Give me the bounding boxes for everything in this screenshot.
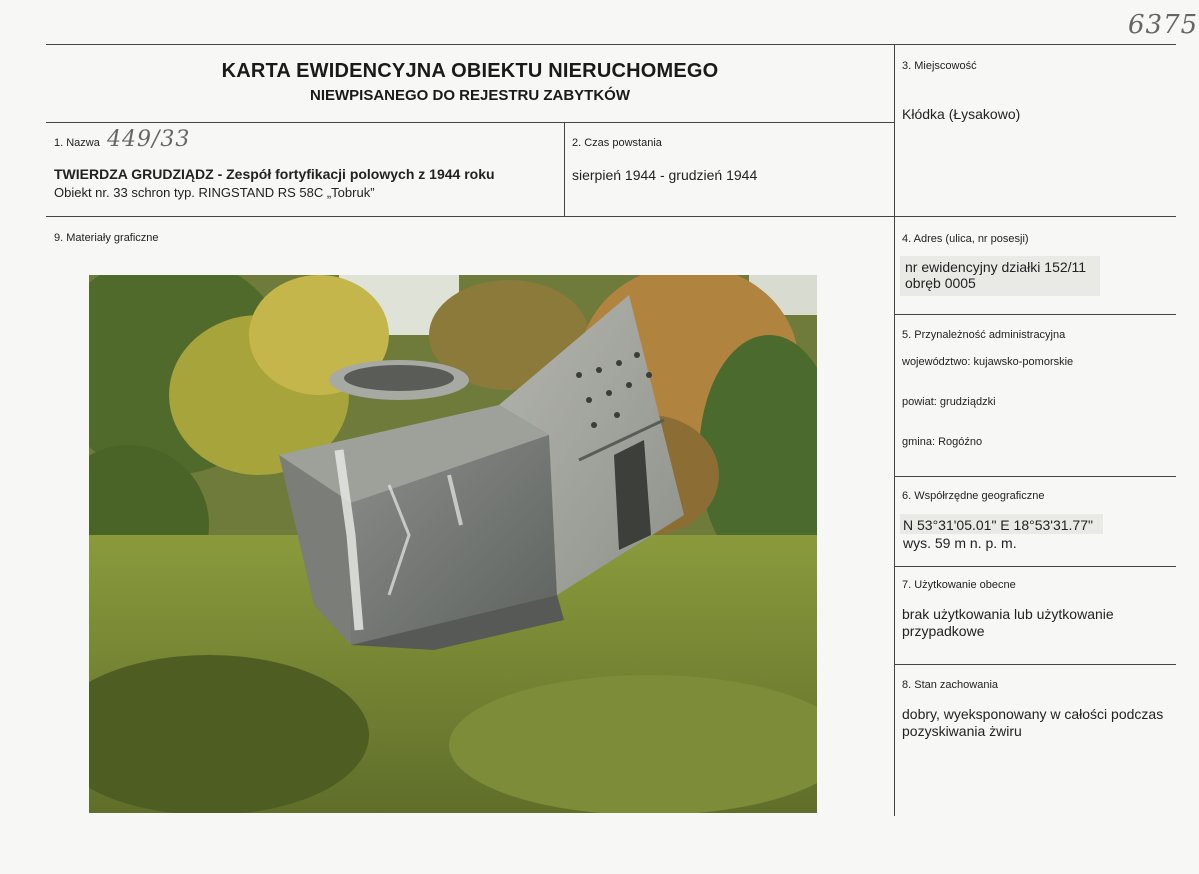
inventory-number: 6375 — [1128, 10, 1199, 40]
page-subtitle: NIEWPISANEGO DO REJESTRU ZABYTKÓW — [309, 87, 631, 104]
condition-label: 8. Stan zachowania — [902, 679, 999, 691]
condition-line-1: dobry, wyeksponowany w całości podczas — [902, 706, 1164, 722]
creation-time-label: 2. Czas powstania — [572, 137, 662, 149]
voivodeship: województwo: kujawsko-pomorskie — [902, 356, 1074, 368]
divider — [564, 122, 565, 216]
county: powiat: grudziądzki — [902, 396, 996, 408]
commune: gmina: Rogóźno — [902, 436, 983, 448]
locality-value: Kłódka (Łysakowo) — [902, 106, 1021, 122]
divider — [46, 216, 1176, 217]
creation-time-value: sierpień 1944 - grudzień 1944 — [572, 167, 758, 183]
divider — [894, 44, 895, 816]
divider — [46, 122, 894, 123]
divider — [46, 44, 1176, 45]
address-label: 4. Adres (ulica, nr posesji) — [902, 233, 1029, 245]
bunker-photo — [89, 275, 817, 813]
name-label: 1. Nazwa — [54, 137, 100, 149]
address-line-1: nr ewidencyjny działki 152/11 — [905, 259, 1087, 275]
page-title: KARTA EWIDENCYJNA OBIEKTU NIERUCHOMEGO — [221, 60, 719, 82]
address-line-2: obręb 0005 — [905, 275, 976, 291]
current-use-line-2: przypadkowe — [902, 623, 985, 639]
divider — [894, 664, 1176, 665]
current-use-label: 7. Użytkowanie obecne — [902, 579, 1016, 591]
divider — [894, 476, 1176, 477]
current-use-line-1: brak użytkowania lub użytkowanie — [902, 606, 1114, 622]
coordinates-label: 6. Współrzędne geograficzne — [902, 490, 1045, 502]
administrative-label: 5. Przynależność administracyjna — [902, 329, 1066, 341]
name-line-1: TWIERDZA GRUDZIĄDZ - Zespół fortyfikacji polowych z 1944 roku — [54, 166, 495, 182]
condition-line-2: pozyskiwania żwiru — [902, 723, 1022, 739]
coordinates-value: N 53°31'05.01" E 18°53'31.77" — [903, 517, 1093, 533]
divider — [894, 314, 1176, 315]
divider — [894, 566, 1176, 567]
name-line-2: Obiekt nr. 33 schron typ. RINGSTAND RS 58C „Tobruk” — [54, 185, 375, 200]
locality-label: 3. Miejscowość — [902, 60, 977, 72]
graphics-label: 9. Materiały graficzne — [54, 232, 159, 244]
altitude-value: wys. 59 m n. p. m. — [903, 535, 1017, 551]
handwritten-number: 449/33 — [107, 127, 191, 152]
